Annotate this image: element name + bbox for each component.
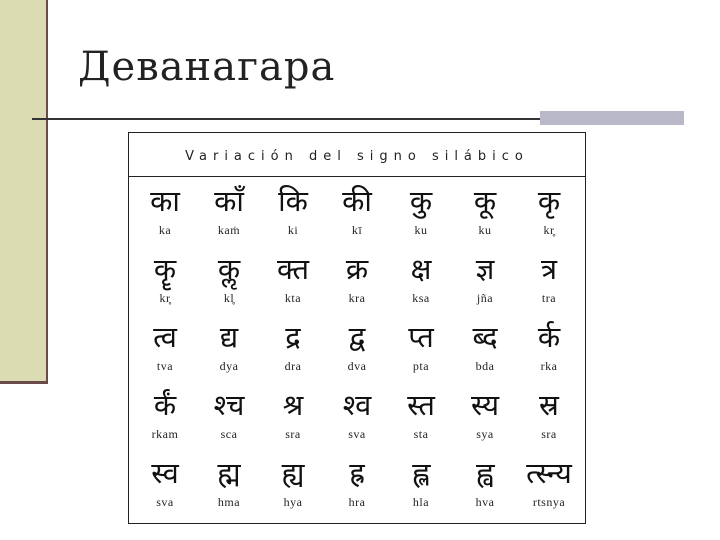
devanagari-glyph: प्त <box>408 320 434 354</box>
syllable-cell <box>261 453 325 521</box>
devanagari-glyph: ह्व <box>475 456 495 490</box>
table-row <box>133 249 581 317</box>
transliteration: sra <box>285 427 301 441</box>
syllable-cell <box>325 453 389 521</box>
transliteration: tra <box>541 291 557 305</box>
transliteration: dra <box>284 359 302 373</box>
devanagari-glyph: द्व <box>348 320 366 354</box>
transliteration: hma <box>217 495 241 509</box>
transliteration: hra <box>348 495 366 509</box>
syllable-cell <box>261 181 325 249</box>
syllable-cell <box>325 181 389 249</box>
syllable-cell <box>517 181 581 249</box>
transliteration: kra <box>348 291 366 305</box>
devanagari-glyph: ह्ल <box>412 456 430 490</box>
transliteration: hya <box>283 495 303 509</box>
transliteration: kr̥ <box>543 223 555 237</box>
table-header: Variación del signo silábico <box>129 133 585 177</box>
devanagari-glyph: ज्ञ <box>475 252 495 286</box>
syllable-cell <box>261 385 325 453</box>
transliteration: ki <box>287 223 299 237</box>
devanagari-glyph: कॄ <box>153 252 177 286</box>
title-rule-block <box>540 111 684 125</box>
transliteration: rka <box>540 359 558 373</box>
devanagari-glyph: कृ <box>537 184 561 218</box>
syllable-cell <box>517 249 581 317</box>
devanagari-glyph: क्ष <box>410 252 432 286</box>
devanagari-glyph: र्क <box>537 320 561 354</box>
transliteration: sya <box>476 427 494 441</box>
devanagari-glyph: र्कं <box>153 388 177 422</box>
transliteration: sra <box>541 427 557 441</box>
syllable-cell <box>133 317 197 385</box>
syllable-cell <box>197 453 261 521</box>
transliteration: sca <box>220 427 238 441</box>
table-row <box>133 181 581 249</box>
syllable-cell <box>261 249 325 317</box>
transliteration: kaṁ <box>217 223 241 237</box>
syllable-cell <box>197 385 261 453</box>
left-accent-bar-foot <box>0 381 48 384</box>
syllable-cell <box>133 249 197 317</box>
syllable-cell <box>261 317 325 385</box>
devanagari-glyph: श्च <box>213 388 245 422</box>
transliteration: sva <box>156 495 174 509</box>
syllable-cell <box>517 453 581 521</box>
transliteration: dva <box>347 359 367 373</box>
devanagari-glyph: का <box>150 184 180 218</box>
devanagari-glyph: ह्र <box>349 456 365 490</box>
syllable-cell <box>453 249 517 317</box>
devanagari-glyph: स्त <box>407 388 435 422</box>
devanagari-glyph: द्य <box>219 320 239 354</box>
devanagari-glyph: क्त <box>276 252 310 286</box>
devanagari-glyph: श्र <box>282 388 304 422</box>
transliteration: sva <box>348 427 366 441</box>
transliteration: ku <box>478 223 492 237</box>
devanagari-glyph: काँ <box>214 184 244 218</box>
syllable-cell <box>389 249 453 317</box>
devanagari-glyph: स्य <box>470 388 500 422</box>
syllable-cell <box>517 385 581 453</box>
transliteration: pta <box>412 359 430 373</box>
devanagari-glyph: स्र <box>539 388 559 422</box>
table-row <box>133 453 581 521</box>
syllable-cell <box>197 249 261 317</box>
syllable-cell <box>325 385 389 453</box>
devanagari-glyph: की <box>342 184 372 218</box>
devanagari-glyph: द्र <box>285 320 301 354</box>
devanagari-glyph: ब्द <box>472 320 498 354</box>
transliteration: rtsnya <box>532 495 566 509</box>
transliteration: jña <box>476 291 494 305</box>
syllable-cell <box>517 317 581 385</box>
devanagari-glyph: त्र <box>540 252 557 286</box>
transliteration: sta <box>413 427 429 441</box>
devanagari-glyph: क्र <box>345 252 369 286</box>
devanagari-glyph: ह्म <box>217 456 241 490</box>
syllable-cell <box>389 385 453 453</box>
syllable-cell <box>325 317 389 385</box>
syllable-cell <box>133 453 197 521</box>
devanagari-glyph: कि <box>278 184 308 218</box>
table-row <box>133 317 581 385</box>
transliteration: ku <box>414 223 428 237</box>
transliteration: bda <box>475 359 495 373</box>
devanagari-glyph: कु <box>409 184 433 218</box>
transliteration: hla <box>412 495 430 509</box>
devanagari-glyph: श्व <box>342 388 372 422</box>
syllable-cell <box>453 453 517 521</box>
syllable-table <box>128 132 586 524</box>
transliteration: kta <box>284 291 302 305</box>
syllable-cell <box>133 385 197 453</box>
syllable-grid <box>133 181 581 521</box>
table-row <box>133 385 581 453</box>
transliteration: kl̥ <box>223 291 235 305</box>
syllable-cell <box>133 181 197 249</box>
devanagari-glyph: त्व <box>153 320 177 354</box>
transliteration: rkam <box>151 427 179 441</box>
left-accent-bar <box>0 0 48 383</box>
devanagari-glyph: त्स्न्य <box>526 456 572 490</box>
devanagari-glyph: कू <box>473 184 497 218</box>
syllable-cell <box>453 385 517 453</box>
syllable-cell <box>325 249 389 317</box>
syllable-cell <box>389 453 453 521</box>
transliteration: tva <box>156 359 174 373</box>
devanagari-glyph: ह्य <box>281 456 305 490</box>
title-rule-line <box>32 118 547 120</box>
transliteration: ksa <box>412 291 430 305</box>
syllable-cell <box>197 181 261 249</box>
syllable-cell <box>453 181 517 249</box>
syllable-cell <box>389 317 453 385</box>
transliteration: hva <box>475 495 495 509</box>
transliteration: dya <box>219 359 239 373</box>
devanagari-glyph: स्व <box>151 456 179 490</box>
transliteration: kī <box>351 223 363 237</box>
slide-title: Деванагара <box>78 44 336 90</box>
syllable-cell <box>389 181 453 249</box>
transliteration: kr̥ <box>159 291 171 305</box>
syllable-cell <box>197 317 261 385</box>
devanagari-glyph: कॢ <box>217 252 241 286</box>
syllable-cell <box>453 317 517 385</box>
transliteration: ka <box>158 223 172 237</box>
